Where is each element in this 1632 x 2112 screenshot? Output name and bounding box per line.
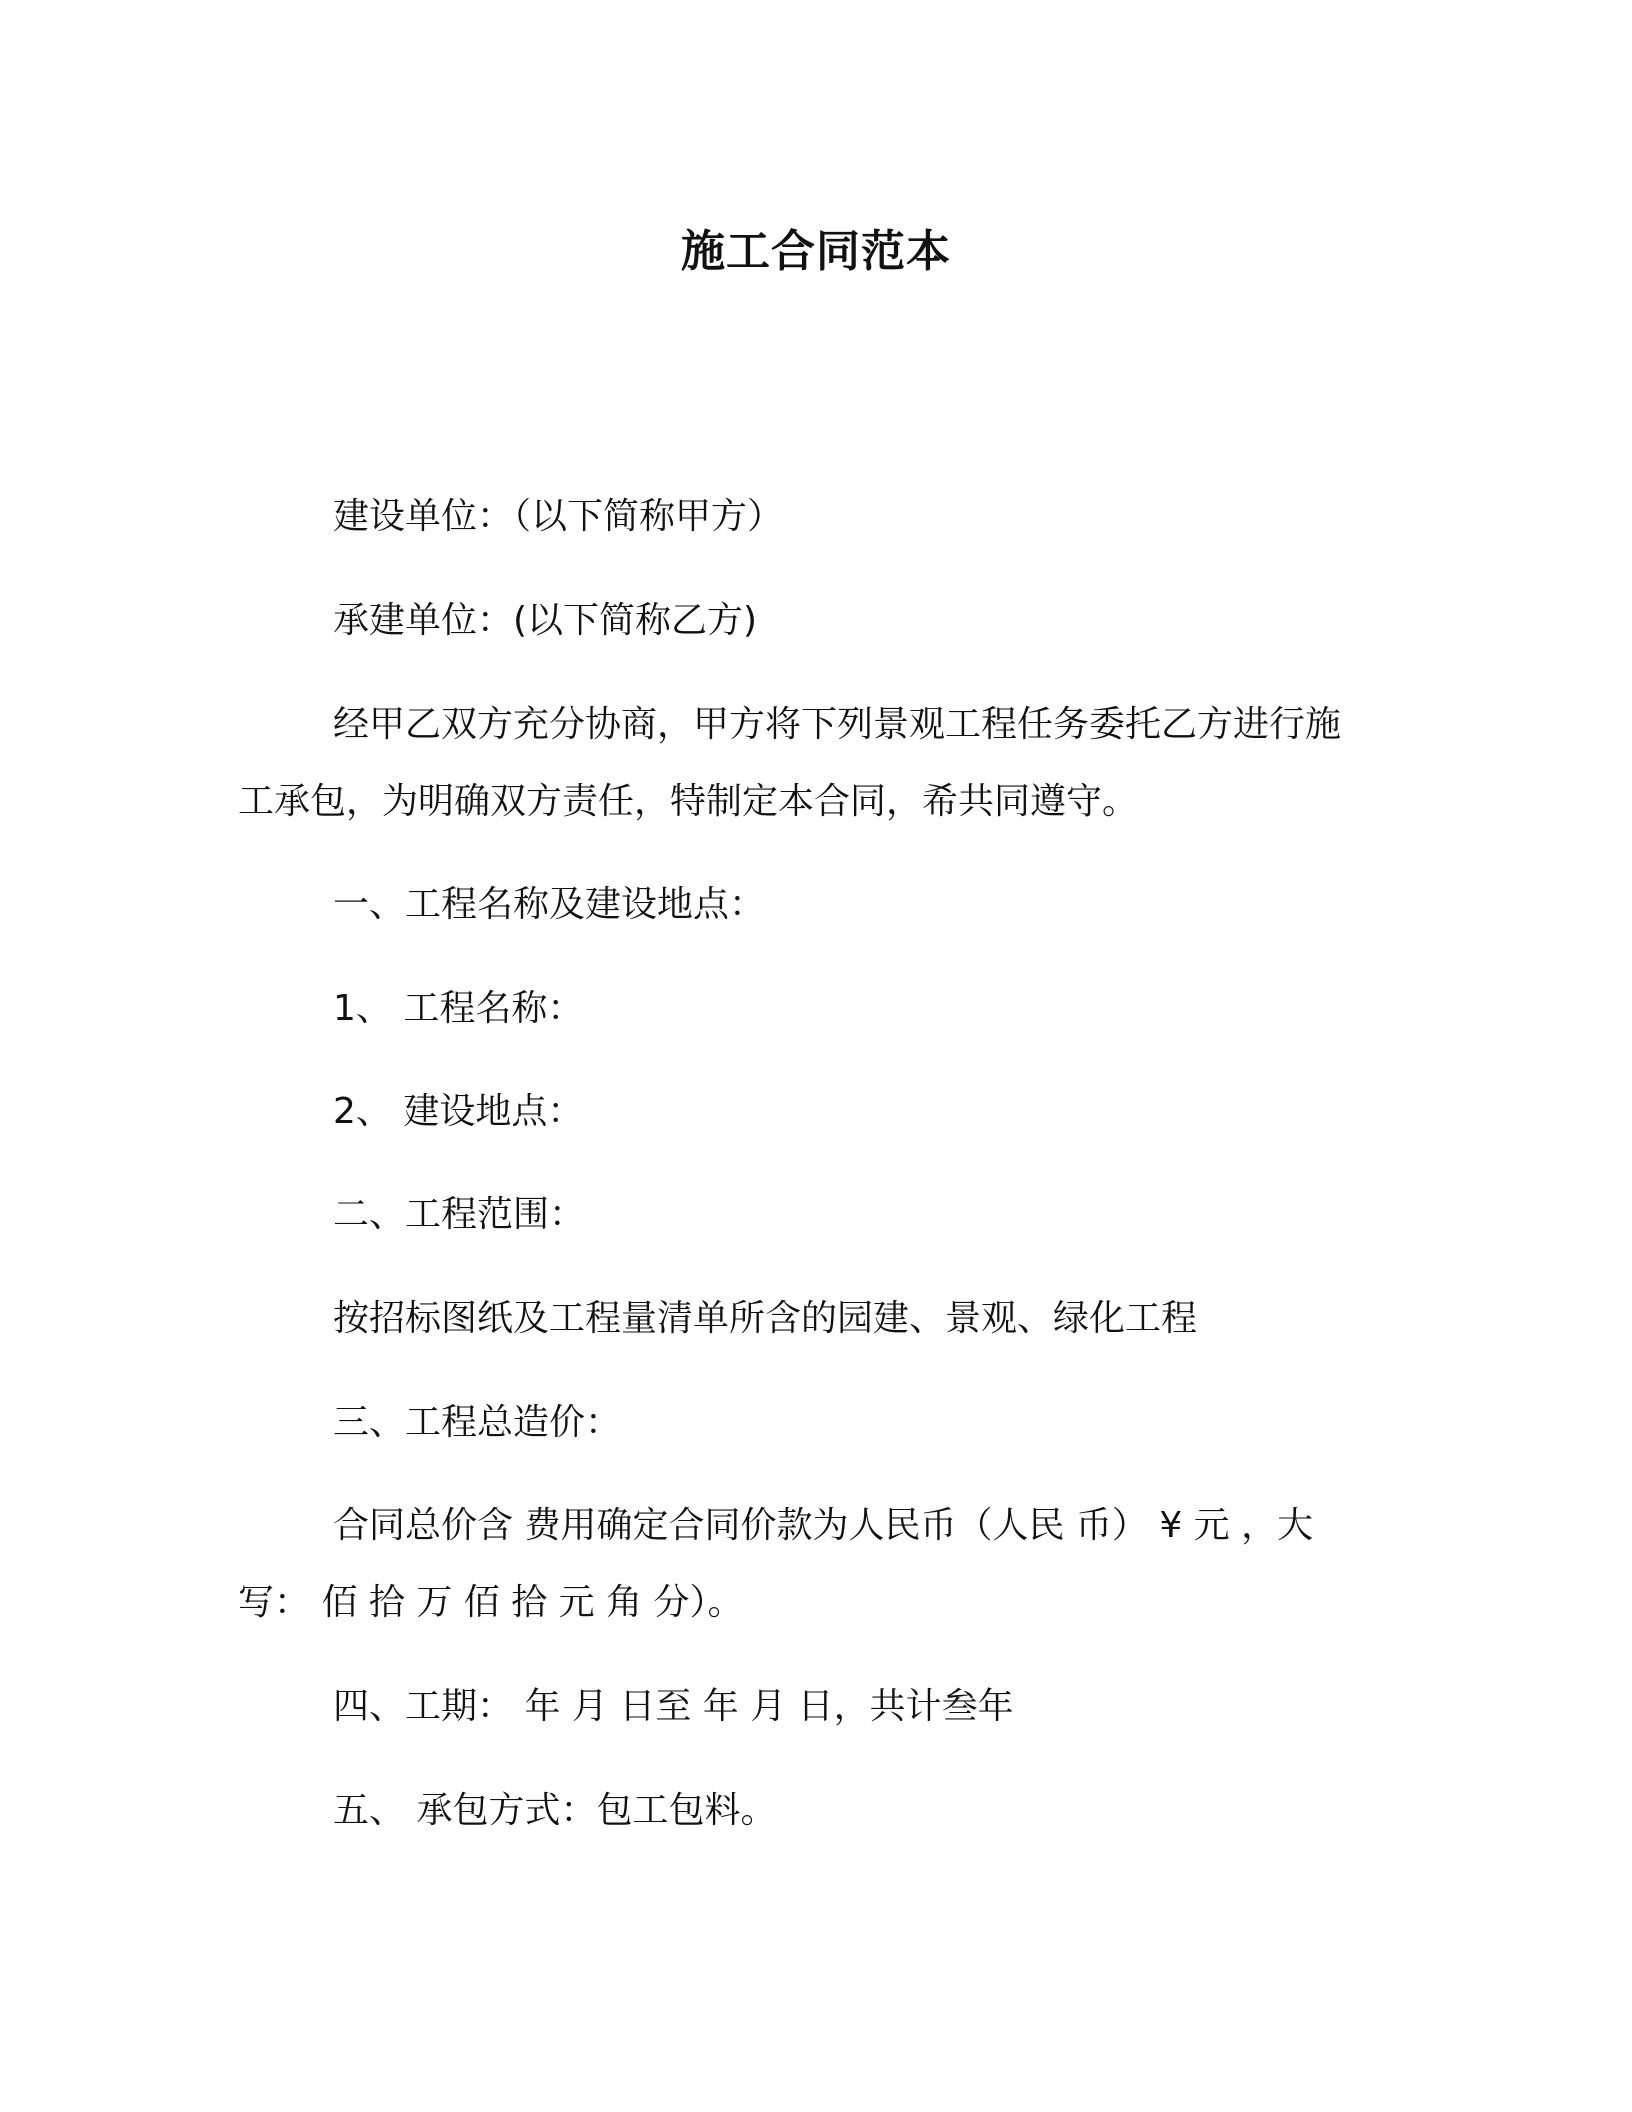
intro-paragraph-line-2: 工承包，为明确双方责任，特制定本合同，希共同遵守。 bbox=[238, 781, 1139, 822]
price-paragraph-line-2: 写： 佰 拾 万 佰 拾 元 角 分）。 bbox=[238, 1582, 744, 1623]
section-heading-1: 一、工程名称及建设地点： bbox=[333, 884, 766, 925]
section-heading-5: 五、 承包方式：包工包料。 bbox=[333, 1790, 777, 1831]
party-b-line: 承建单位：(以下简称乙方) bbox=[333, 600, 758, 641]
section-heading-4: 四、工期： 年 月 日至 年 月 日，共计叁年 bbox=[333, 1686, 1014, 1727]
section-heading-3: 三、工程总造价： bbox=[333, 1402, 622, 1443]
project-name-line: 1、 工程名称： bbox=[333, 988, 584, 1029]
party-a-line: 建设单位：（以下简称甲方） bbox=[333, 496, 784, 537]
section-heading-2: 二、工程范围： bbox=[333, 1194, 586, 1235]
intro-paragraph-line-1: 经甲乙双方充分协商，甲方将下列景观工程任务委托乙方进行施 bbox=[333, 704, 1342, 745]
scope-description-line: 按招标图纸及工程量清单所含的园建、景观、绿化工程 bbox=[333, 1298, 1198, 1339]
project-location-line: 2、 建设地点： bbox=[333, 1091, 584, 1132]
document-title: 施工合同范本 bbox=[681, 226, 951, 277]
price-paragraph-line-1: 合同总价含 费用确定合同价款为人民币（人民 币） ¥ 元 ，大 bbox=[333, 1505, 1314, 1546]
